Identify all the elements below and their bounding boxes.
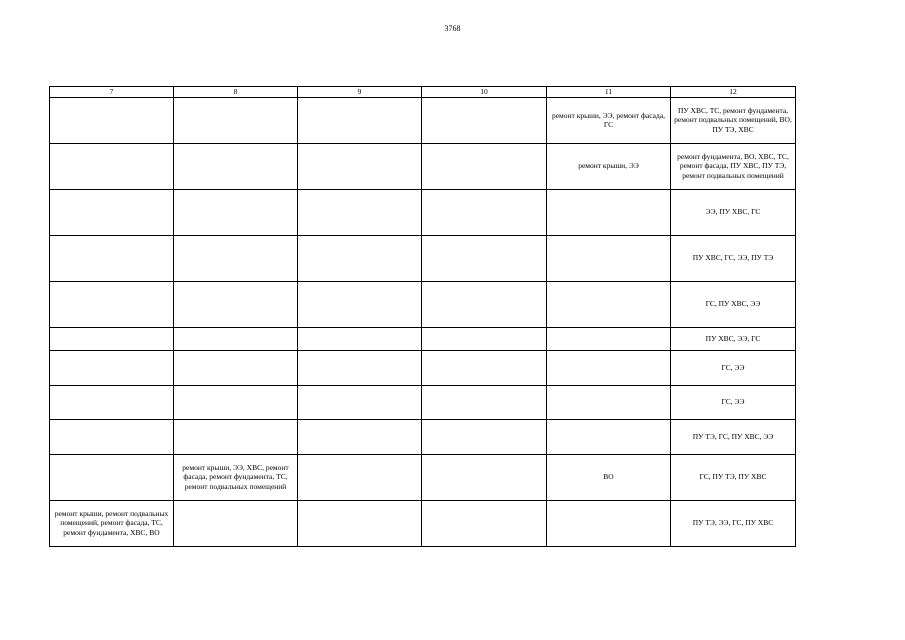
table-cell-col-9 bbox=[298, 189, 422, 235]
table-row bbox=[50, 327, 796, 350]
table-cell-col-11 bbox=[547, 419, 671, 454]
table-cell-col-7 bbox=[50, 350, 174, 385]
table-cell-col-12: ГС, ПУ ХВС, ЭЭ bbox=[671, 281, 796, 327]
table-cell-col-11 bbox=[547, 350, 671, 385]
table-cell-col-11 bbox=[547, 189, 671, 235]
table-cell-col-11 bbox=[547, 500, 671, 546]
table-cell-col-12: ЭЭ, ПУ ХВС, ГС bbox=[671, 189, 796, 235]
table-cell-col-12: ГС, ПУ ТЭ, ПУ ХВС bbox=[671, 454, 796, 500]
header-cell-10: 10 bbox=[422, 87, 547, 98]
table-cell-col-11 bbox=[547, 385, 671, 419]
table-cell-col-10 bbox=[422, 454, 547, 500]
table-cell-col-9 bbox=[298, 419, 422, 454]
table-row bbox=[50, 350, 796, 385]
table-cell-col-10 bbox=[422, 281, 547, 327]
table-cell-col-8 bbox=[174, 500, 298, 546]
table-cell-col-8 bbox=[174, 385, 298, 419]
table-cell-col-8 bbox=[174, 189, 298, 235]
table-row bbox=[50, 143, 796, 189]
table-cell-col-9 bbox=[298, 500, 422, 546]
table-cell-col-12: ПУ ТЭ, ЭЭ, ГС, ПУ ХВС bbox=[671, 500, 796, 546]
table-row bbox=[50, 281, 796, 327]
header-row bbox=[50, 87, 796, 98]
table-cell-col-12: ГС, ЭЭ bbox=[671, 385, 796, 419]
table-cell-col-7 bbox=[50, 454, 174, 500]
table-cell-col-9 bbox=[298, 454, 422, 500]
header-cell-11: 11 bbox=[547, 87, 671, 98]
table-cell-col-8 bbox=[174, 327, 298, 350]
table-cell-col-8 bbox=[174, 281, 298, 327]
header-cell-7: 7 bbox=[50, 87, 174, 98]
table-cell-col-9 bbox=[298, 327, 422, 350]
table-cell-col-7 bbox=[50, 327, 174, 350]
table-cell-col-7 bbox=[50, 419, 174, 454]
header-cell-12: 12 bbox=[671, 87, 796, 98]
header-cell-8: 8 bbox=[174, 87, 298, 98]
table-cell-col-11: ремонт крыши, ЭЭ, ремонт фасада, ГС bbox=[547, 97, 671, 143]
works-table bbox=[49, 86, 796, 547]
table-cell-col-12: ПУ ХВС, ТС, ремонт фундамента, ремонт подвальных помещений, ВО, ПУ ТЭ, ХВС bbox=[671, 97, 796, 143]
table-cell-col-8: ремонт крыши, ЭЭ, ХВС, ремонт фасада, ремонт фундамента, ТС, ремонт подвальных помещений bbox=[174, 454, 298, 500]
header-cell-9: 9 bbox=[298, 87, 422, 98]
table-row bbox=[50, 189, 796, 235]
table-cell-col-10 bbox=[422, 235, 547, 281]
table-cell-col-10 bbox=[422, 143, 547, 189]
table-cell-col-10 bbox=[422, 385, 547, 419]
table-cell-col-9 bbox=[298, 385, 422, 419]
table-cell-col-9 bbox=[298, 143, 422, 189]
table-cell-col-10 bbox=[422, 500, 547, 546]
table-cell-col-7 bbox=[50, 385, 174, 419]
table-row bbox=[50, 235, 796, 281]
table-cell-col-10 bbox=[422, 327, 547, 350]
table-cell-col-9 bbox=[298, 350, 422, 385]
table-row bbox=[50, 385, 796, 419]
table-row bbox=[50, 419, 796, 454]
table-row bbox=[50, 500, 796, 546]
table-row bbox=[50, 97, 796, 143]
table-cell-col-10 bbox=[422, 189, 547, 235]
table-cell-col-11: ВО bbox=[547, 454, 671, 500]
table-cell-col-11 bbox=[547, 281, 671, 327]
table-cell-col-12: ремонт фундамента, ВО, ХВС, ТС, ремонт фасада, ПУ ХВС, ПУ ТЭ, ремонт подвальных помещений bbox=[671, 143, 796, 189]
table-cell-col-8 bbox=[174, 350, 298, 385]
table-cell-col-7 bbox=[50, 281, 174, 327]
table-cell-col-10 bbox=[422, 350, 547, 385]
table-cell-col-7 bbox=[50, 143, 174, 189]
table-cell-col-12: ПУ ТЭ, ГС, ПУ ХВС, ЭЭ bbox=[671, 419, 796, 454]
table-cell-col-11 bbox=[547, 327, 671, 350]
page-number: 3768 bbox=[444, 24, 461, 33]
table-cell-col-9 bbox=[298, 281, 422, 327]
table-cell-col-7 bbox=[50, 97, 174, 143]
table-cell-col-11 bbox=[547, 235, 671, 281]
table-cell-col-12: ПУ ХВС, ЭЭ, ГС bbox=[671, 327, 796, 350]
table-cell-col-11: ремонт крыши, ЭЭ bbox=[547, 143, 671, 189]
table-cell-col-7 bbox=[50, 235, 174, 281]
table-cell-col-10 bbox=[422, 419, 547, 454]
table-cell-col-8 bbox=[174, 419, 298, 454]
table-cell-col-7 bbox=[50, 189, 174, 235]
table-cell-col-12: ПУ ХВС, ГС, ЭЭ, ПУ ТЭ bbox=[671, 235, 796, 281]
table-cell-col-12: ГС, ЭЭ bbox=[671, 350, 796, 385]
table-cell-col-8 bbox=[174, 97, 298, 143]
table-row bbox=[50, 454, 796, 500]
table-cell-col-9 bbox=[298, 235, 422, 281]
table-cell-col-10 bbox=[422, 97, 547, 143]
table-cell-col-7: ремонт крыши, ремонт подвальных помещений, ремонт фасада, ТС, ремонт фундамента, ХВС, ВО bbox=[50, 500, 174, 546]
table-cell-col-8 bbox=[174, 143, 298, 189]
table-cell-col-8 bbox=[174, 235, 298, 281]
table-cell-col-9 bbox=[298, 97, 422, 143]
